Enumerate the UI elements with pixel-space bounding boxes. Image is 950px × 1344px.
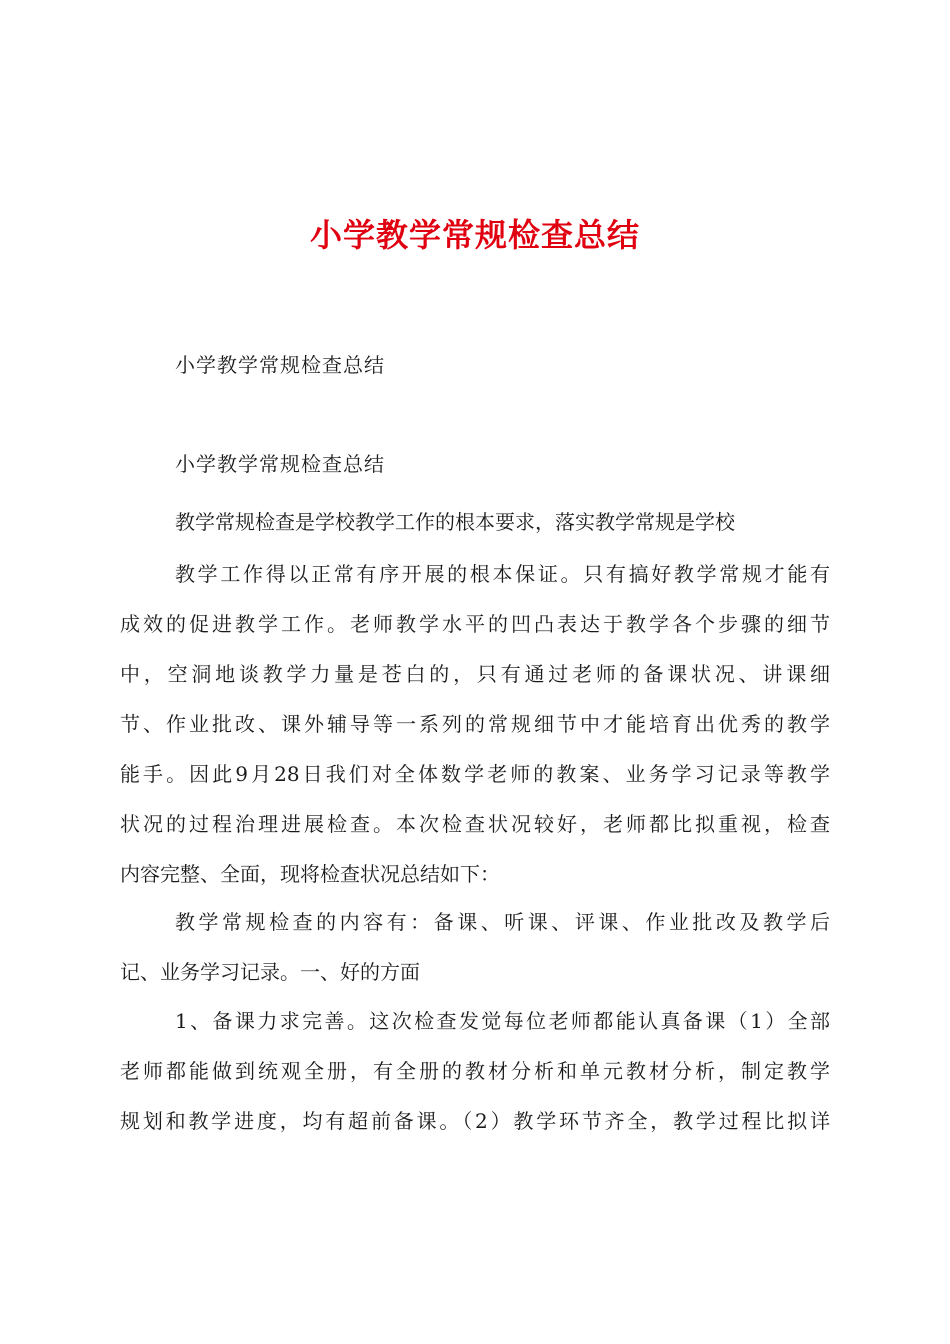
paragraph-line: 教学常规检查是学校教学工作的根本要求，落实教学常规是学校 — [175, 510, 735, 534]
paragraph-3 — [120, 897, 830, 997]
paragraph-line: 节、作业批改、课外辅导等一系列的常规细节中才能培育出优秀的教学 — [120, 712, 830, 736]
subtitle-1: 小学教学常规检查总结 — [175, 353, 385, 377]
paragraph-2 — [120, 549, 830, 899]
paragraph-line: 1、备课力求完善。这次检查发觉每位老师都能认真备课（1）全部 — [175, 1009, 830, 1033]
paragraph-line: 状况的过程治理进展检查。本次检查状况较好，老师都比拟重视，检查 — [120, 812, 830, 836]
paragraph-line: 记、业务学习记录。一、好的方面 — [120, 960, 420, 984]
paragraph-line: 教学常规检查的内容有：备课、听课、评课、作业批改及教学后 — [175, 910, 830, 934]
paragraph-line: 规划和教学进度，均有超前备课。（2）教学环节齐全，教学过程比拟详 — [120, 1109, 830, 1133]
paragraph-1 — [120, 497, 830, 547]
paragraph-line: 内容完整、全面，现将检查状况总结如下： — [120, 862, 500, 886]
paragraph-4 — [120, 996, 830, 1146]
paragraph-line: 老师都能做到统观全册，有全册的教材分析和单元教材分析，制定教学 — [120, 1059, 830, 1083]
paragraph-line: 成效的促进教学工作。老师教学水平的凹凸表达于教学各个步骤的细节 — [120, 612, 830, 636]
paragraph-line: 中，空洞地谈教学力量是苍白的，只有通过老师的备课状况、讲课细 — [120, 662, 830, 686]
subtitle-2: 小学教学常规检查总结 — [175, 452, 385, 476]
paragraph-line: 教学工作得以正常有序开展的根本保证。只有搞好教学常规才能有 — [175, 562, 830, 586]
document-title: 小学教学常规检查总结 — [309, 216, 640, 254]
paragraph-line: 能手。因此9月28日我们对全体数学老师的教案、业务学习记录等教学 — [120, 762, 830, 786]
